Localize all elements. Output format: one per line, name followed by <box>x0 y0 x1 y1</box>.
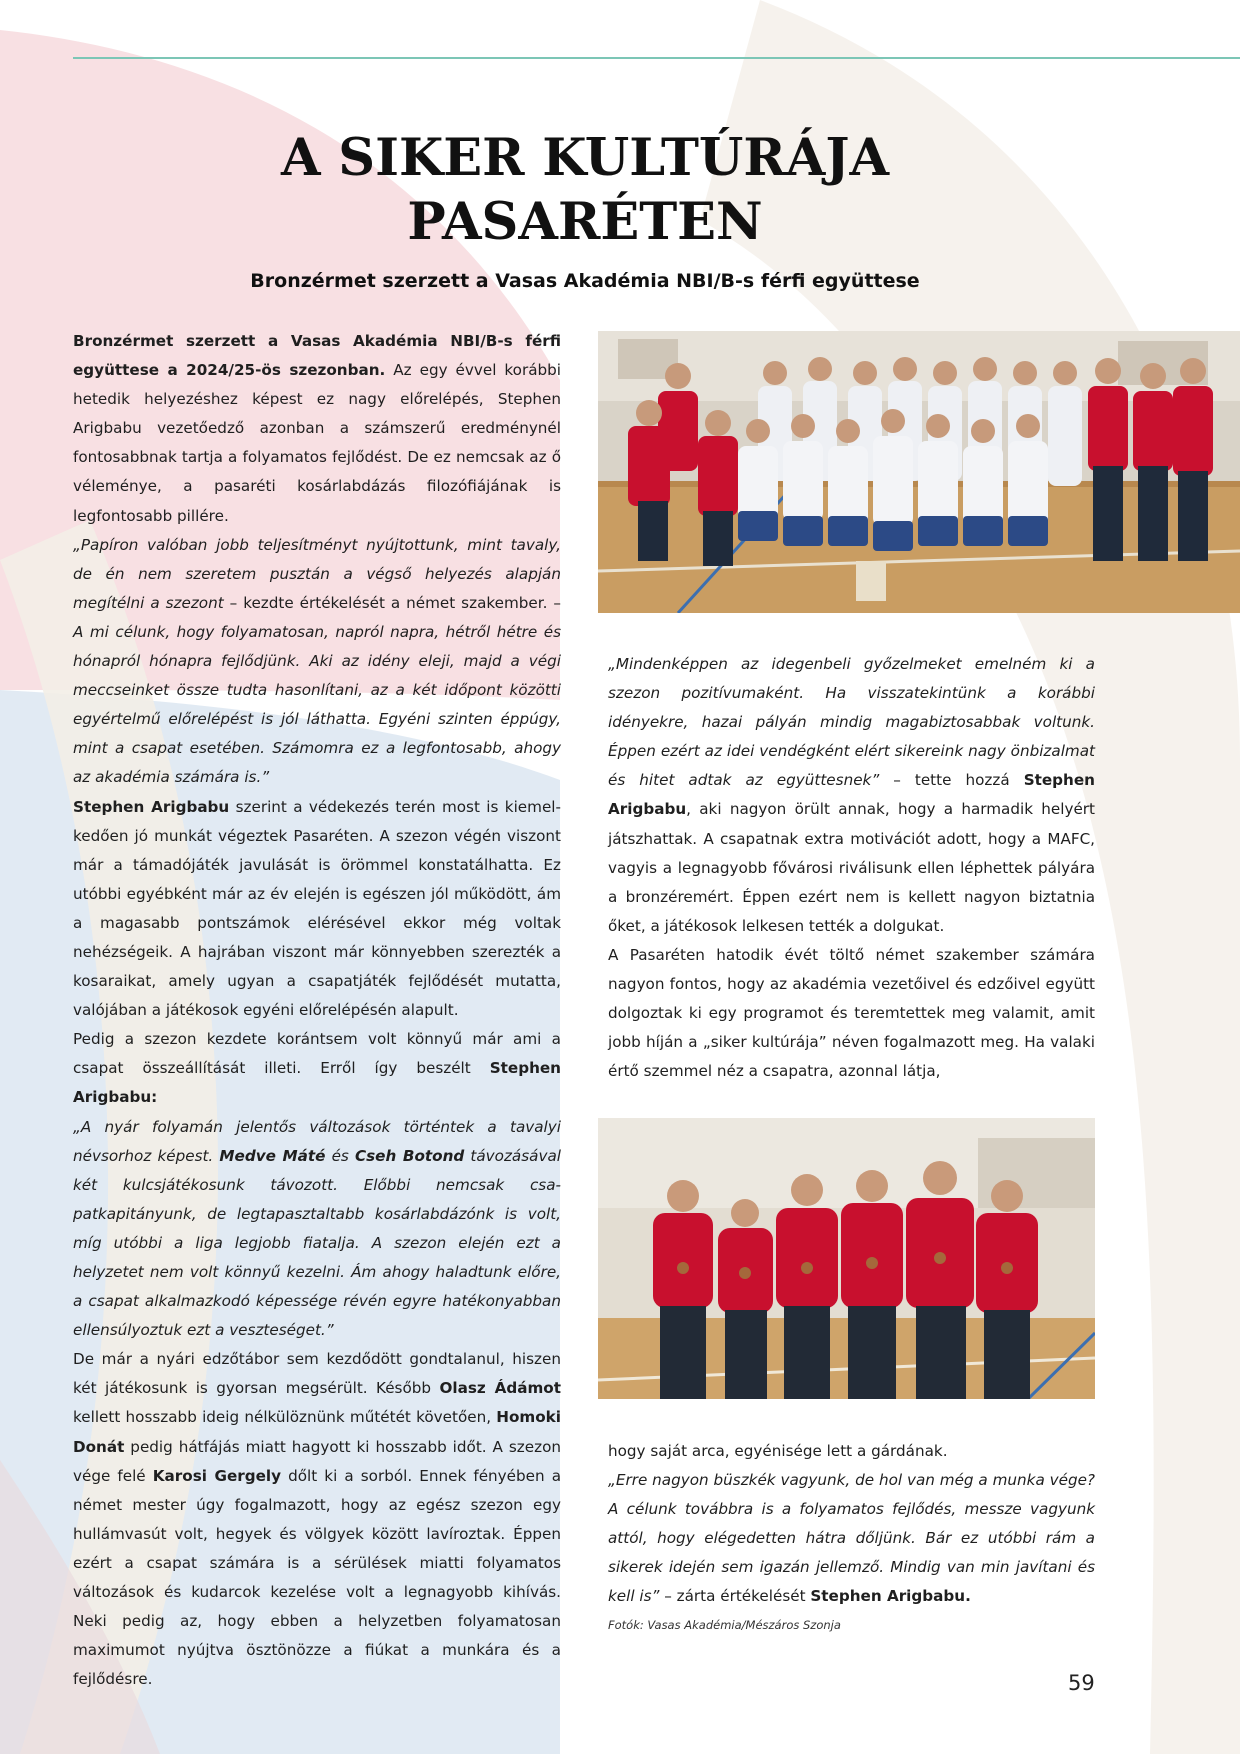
title-line-2: PASARÉTEN <box>407 192 763 252</box>
photo-credit: Fotók: Vasas Akadémia/Mészáros Szonja <box>608 1617 841 1632</box>
title-line-1: A SIKER KULTÚRÁJA <box>280 128 890 188</box>
coach-name: Stephen Arigbabu <box>73 797 230 816</box>
paragraph-8: A Pasaréten hatodik évét töltő német szakember számára nagyon fontos, hogy az akadémia vezetőivel és edzőivel együtt dolgoztak ki egy programot és teremtettek meg valamit, amit jobb híján a „siker kultúrája” néven fogalmazott meg. Ha valaki értő szemmel néz a csapatra, azonnal látja, <box>608 945 1095 1081</box>
paragraph-1 <box>73 327 561 531</box>
lead-bold: Bronzérmet szerzett a Vasas Akadémia NBI/B-s férfi együttese a 2024/25-ös szezonban. <box>73 332 561 380</box>
paragraph-5 <box>73 1113 561 1346</box>
team-photo <box>598 331 1240 613</box>
paragraph-4-text: Pedig a szezon kezdete korántsem volt könnyű már ami a csapat összeállítását illeti. Erről így beszélt <box>73 1030 561 1078</box>
article-subtitle: Bronzérmet szerzett a Vasas Akadémia NBI/B-s férfi együttese <box>250 270 920 292</box>
player-name: Homoki Donát <box>73 1408 561 1456</box>
player-name: Karosi Gergely <box>152 1466 282 1485</box>
paragraph-6-text: dőlt ki a sorból. Ennek fényében a német mester úgy fogalmazott, hogy az egész szezon egy hullámvasút volt, hegyek és völgyek között lavíroztak. Éppen ezért a csapat számára is a sérülések miatti folyamatos változások és kudarcok kezelése volt a legnagyobb kihívás. Neki pedig az, hogy ebben a helyzetben folyamatosan maximumot nyújtva ösztönözze a fiúkat a munkára és a fejlődésre. <box>73 1466 562 1689</box>
left-column <box>73 327 561 1694</box>
paragraph-3 <box>73 793 561 1026</box>
quote-3a: „A nyár folyamán jelentős változások történtek a tavalyi névsorhoz képest. <box>73 1117 561 1165</box>
paragraph-10 <box>608 1466 1095 1611</box>
quote-1: „Papíron valóban jobb teljesítményt nyújtottunk, mint tavaly, de én nem szeretem pusztán a végső helyezés alapján megítélni a szezont <box>73 535 561 612</box>
paragraph-6 <box>73 1345 561 1694</box>
paragraph-4 <box>73 1025 561 1112</box>
staff-photo-illustration <box>598 1118 1095 1399</box>
paragraph-6-text: kellett hosszabb ideig nélkülöznünk műtétét követően, <box>73 1408 497 1427</box>
player-name: Medve Máté <box>219 1146 326 1165</box>
player-name: Olasz Ádámot <box>439 1379 561 1398</box>
article-title <box>120 126 1050 254</box>
paragraph-7-text: , aki nagyon örült annak, hogy a harmadik helyért játszhattak. A csapatnak extra motivációt adott, hogy a MAFC, vagyis a legnagyobb fővárosi riválisunk ellen léphettek pályára a bronzéremért. Éppen ezért nem is kellett nagyon biztatnia őket, a játékosok lelkesen tették a dolgukat. <box>608 800 1095 935</box>
paragraph-3-text: szerint a védekezés terén most is kiemelkedően jó munkát végeztek Pasaréten. A szezon végén viszont már a támadójáték javulását is örömmel konstatálhatta. Ez utóbbi egyébként már az év elején is egészen jól működött, ám a magasabb pontszámok elérésével ekkor még voltak nehézségeik. A hajrában viszont már könnyebben szerezték a kosaraikat, amely ugyan a csapatjáték fejlődését mutatta, valójában a játékosok egyéni előrelépésén alapult. <box>73 797 561 1020</box>
quote-3b: és <box>325 1146 355 1165</box>
page-number: 59 <box>1068 1671 1095 1695</box>
paragraph-10-text: – zárta értékelését <box>659 1587 811 1606</box>
quote-3c: távozásával két kulcsjátékosunk távozott. Előbbi nemcsak csapatkapitányunk, de legtapasztaltabb kosárlabdázónk is volt, míg utóbbi a liga legjobb fiatalja. A szezon elején ezt a helyzetet nem volt könnyű kezelni. Ám ahogy haladtunk előre, a csapat alkalmazkodó képessége révén egyre hatékonyabban ellensúlyoztuk ezt a veszteséget.” <box>73 1146 561 1340</box>
paragraph-6-text: pedig hátfájás miatt hagyott ki hosszabb időt. A szezon vége felé <box>73 1437 561 1485</box>
quote-4: „Mindenképpen az idegenbeli győzelmeket emelném ki a szezon pozitívumaként. Ha visszatekintünk a korábbi idényekre, hazai pályán mindig magabiztosabbak voltunk. Éppen ezért az idei vendégként elért sikereink nagy önbizalmat és hitet adtak az együttesnek” <box>608 655 1095 790</box>
right-column-upper <box>608 650 1095 1086</box>
paragraph-2-text: – kezdte értékelését a német szakember. – <box>223 593 561 612</box>
paragraph-7-text: – tette hozzá <box>879 771 1024 790</box>
team-photo-illustration <box>598 331 1240 613</box>
right-column-lower <box>608 1437 1095 1636</box>
paragraph-9: hogy saját arca, egyénisége lett a gárdának. <box>608 1442 948 1460</box>
coach-name: Stephen Arigbabu. <box>810 1587 971 1606</box>
coach-name: Stephen Arigbabu: <box>73 1059 561 1107</box>
quote-5: „Erre nagyon büszkék vagyunk, de hol van még a munka vége? A célunk továbbra is a folyamatos fejlődés, messze vagyunk attól, hogy elégedetten hátra dőljünk. Bár ez utóbbi rám a sikerek idején sem igazán jellemző. Mindig van min javítani és kell is” <box>608 1471 1095 1606</box>
coach-name: Stephen Arigbabu <box>608 771 1095 819</box>
paragraph-1-text: Az egy évvel korábbi hetedik helyezéshez képest ez nagy előrelépés, Stephen Arigbabu vezetőedző azonban a számszerű eredménynél fontosabbnak tartja a folyamatos fejlődést. De ez nemcsak az ő véleménye, a pasaréti kosárlabdázás filozófiájának is legfontosabb pillére. <box>73 361 562 525</box>
paragraph-6-text: De már a nyári edzőtábor sem kezdődött gondtalanul, hiszen két játékosunk is gyorsan megsérült. Később <box>73 1350 561 1398</box>
staff-photo <box>598 1118 1095 1399</box>
player-name: Cseh Botond <box>354 1146 465 1165</box>
paragraph-2 <box>73 531 561 793</box>
quote-2: A mi célunk, hogy folyamatosan, napról napra, hétről hétre és hónapról hónapra fejlődjünk. Aki az idény eleji, majd a végi meccseinket össze tudta hasonlítani, az a két időpont közötti egyértelmű előrelépést is jól láthatta. Egyéni szinten éppúgy, mint a csapat esetében. Számomra ez a legfontosabb, ahogy az akadémia számára is.” <box>73 622 561 787</box>
paragraph-7 <box>608 650 1095 941</box>
top-rule <box>73 57 1240 59</box>
